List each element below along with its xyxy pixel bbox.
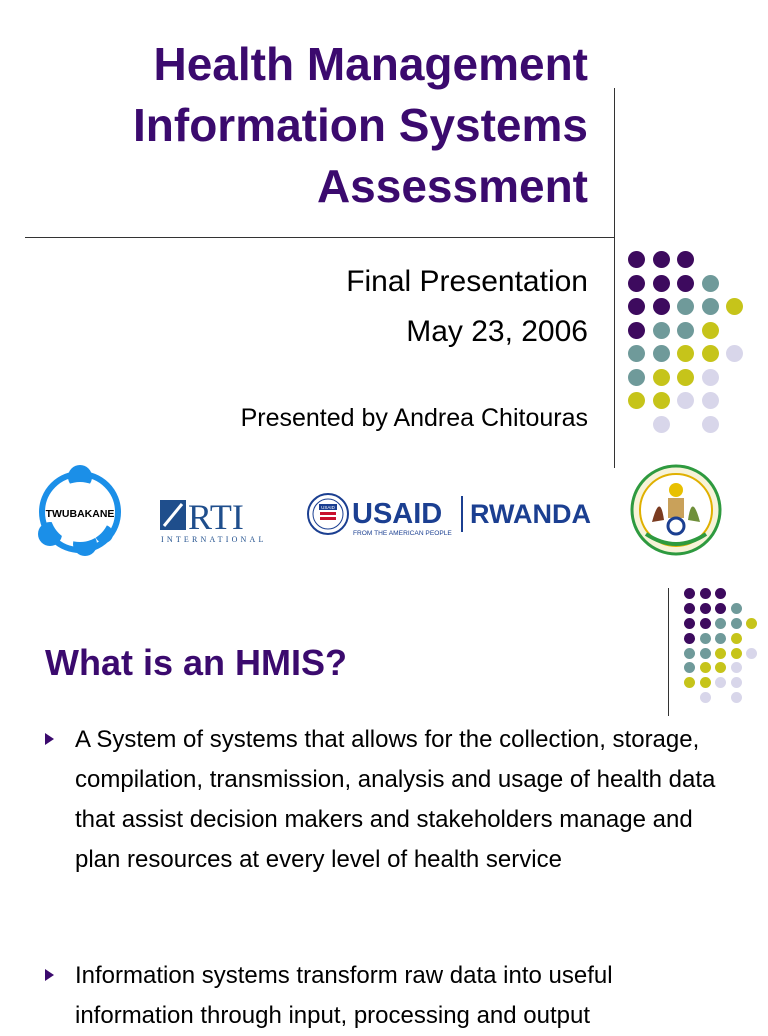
- decorative-dot: [715, 662, 726, 673]
- decorative-dot: [731, 692, 742, 703]
- decorative-dot: [702, 416, 719, 433]
- decorative-dot: [653, 392, 670, 409]
- decorative-dot: [653, 298, 670, 315]
- subtitle: Final Presentation: [346, 265, 588, 298]
- decorative-dot: [731, 662, 742, 673]
- decorative-dot: [628, 345, 645, 362]
- decorative-dot: [677, 392, 694, 409]
- decorative-dot: [653, 369, 670, 386]
- decorative-dot: [677, 251, 694, 268]
- decorative-dot: [726, 345, 743, 362]
- usaid-rwanda-logo: [306, 490, 618, 540]
- decorative-dot: [702, 345, 719, 362]
- decorative-dot: [677, 298, 694, 315]
- bullet-item-2: [45, 956, 735, 1036]
- vertical-divider: [614, 88, 615, 468]
- decorative-dot: [700, 588, 711, 599]
- usaid-tagline: FROM THE AMERICAN PEOPLE: [353, 530, 452, 537]
- arrow-bullet-icon: [45, 733, 54, 745]
- decorative-dot: [628, 369, 645, 386]
- rti-subtitle: INTERNATIONAL: [161, 535, 267, 544]
- decorative-dot: [677, 369, 694, 386]
- decorative-dot: [684, 633, 695, 644]
- usaid-wordmark: USAID: [352, 498, 443, 530]
- decorative-dot: [715, 618, 726, 629]
- vertical-divider-2: [668, 588, 669, 716]
- decorative-dot: [700, 648, 711, 659]
- slide-title-line-2: Information Systems: [133, 99, 588, 151]
- bullet-text: Information systems transform raw data into useful information through input, processing and output: [75, 962, 613, 1029]
- decorative-dot: [702, 275, 719, 292]
- decorative-dot: [628, 392, 645, 409]
- decorative-dot: [731, 618, 742, 629]
- arrow-bullet-icon: [45, 969, 54, 981]
- rti-wordmark: RTI: [188, 497, 244, 537]
- decorative-dot: [677, 275, 694, 292]
- decorative-dot: [700, 662, 711, 673]
- decorative-dot: [715, 633, 726, 644]
- decorative-dot: [684, 603, 695, 614]
- decorative-dot: [700, 618, 711, 629]
- slide-title-line-1: Health Management: [153, 38, 588, 90]
- decorative-dot: [700, 633, 711, 644]
- slide-title-line-3: Assessment: [316, 160, 588, 212]
- bullet-item-1: [45, 720, 735, 920]
- decorative-dot: [715, 588, 726, 599]
- decorative-dot: [731, 633, 742, 644]
- horizontal-divider: [25, 237, 615, 238]
- decorative-dot: [731, 603, 742, 614]
- rwanda-wordmark: RWANDA: [470, 499, 591, 529]
- presenter-line: Presented by Andrea Chitouras: [240, 404, 588, 432]
- decorative-dot: [684, 677, 695, 688]
- decorative-dot: [702, 392, 719, 409]
- decorative-dot: [677, 322, 694, 339]
- decorative-dot: [700, 692, 711, 703]
- usaid-badge-text: USAID: [321, 505, 335, 510]
- decorative-dot: [628, 251, 645, 268]
- decorative-dot: [677, 345, 694, 362]
- decorative-dot: [628, 275, 645, 292]
- bullet-text: A System of systems that allows for the collection, storage, compilation, transmission, analysis and usage of health data that assist decision makers and stakeholders manage and plan resources at every level of health service: [75, 726, 716, 873]
- decorative-dot: [702, 298, 719, 315]
- decorative-dot: [684, 588, 695, 599]
- decorative-dot: [746, 618, 757, 629]
- decorative-dot: [653, 251, 670, 268]
- decorative-dot: [715, 677, 726, 688]
- decorative-dot: [702, 369, 719, 386]
- decorative-dot: [653, 345, 670, 362]
- slide-heading: What is an HMIS?: [45, 642, 348, 683]
- twubakane-logo: [30, 462, 130, 562]
- decorative-dot: [731, 648, 742, 659]
- decorative-dot: [702, 322, 719, 339]
- rti-logo: [158, 494, 273, 546]
- decorative-dot: [726, 298, 743, 315]
- decorative-dot: [653, 275, 670, 292]
- decorative-dot: [653, 416, 670, 433]
- decorative-dot: [746, 648, 757, 659]
- decorative-dot: [684, 648, 695, 659]
- decorative-dot: [715, 603, 726, 614]
- decorative-dot: [700, 603, 711, 614]
- decorative-dot: [684, 618, 695, 629]
- twubakane-label: TWUBAKANE: [45, 508, 115, 520]
- decorative-dot: [684, 662, 695, 673]
- presentation-date: May 23, 2006: [406, 315, 588, 348]
- decorative-dot: [628, 322, 645, 339]
- rwanda-seal-logo: [630, 462, 722, 558]
- decorative-dot: [731, 677, 742, 688]
- decorative-dot: [653, 322, 670, 339]
- decorative-dot: [628, 298, 645, 315]
- decorative-dot: [700, 677, 711, 688]
- decorative-dot: [715, 648, 726, 659]
